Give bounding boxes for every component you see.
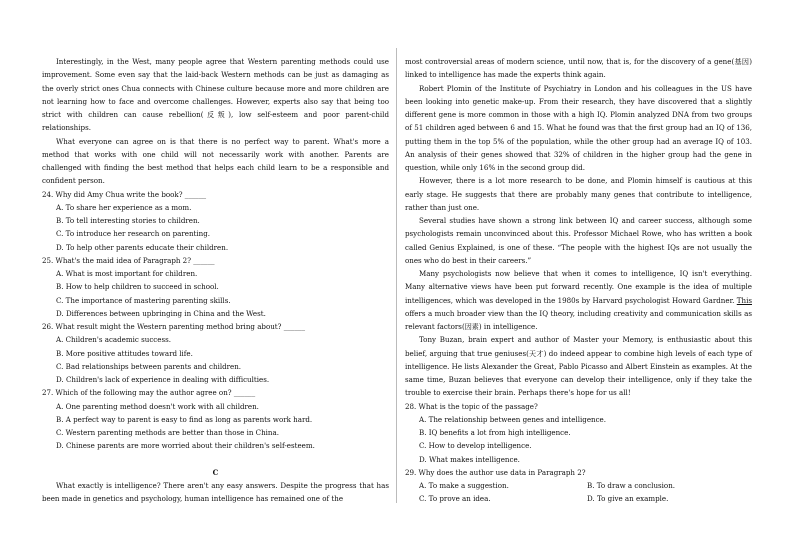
option: C. To prove an idea.	[419, 494, 491, 504]
option: B. A perfect way to parent is easy to find as long as parents work hard.	[56, 414, 313, 424]
right-column	[405, 55, 752, 506]
option: A. Children's academic success.	[56, 335, 171, 345]
option: C. Western parenting methods are better than those in China.	[56, 428, 279, 437]
option: D. To help other parents educate their children.	[56, 242, 229, 252]
option: C. To introduce her research on parenting.	[56, 229, 211, 239]
paragraph: What everyone can agree on is that there is no perfect way to parent. What's more a method that works with one child will not necessarily work with another. Parents are challenged with finding the best method that helps each child learn to be a responsible and confident person.	[42, 136, 389, 186]
option: B. How to help children to succeed in school.	[56, 282, 219, 292]
option: D. Chinese parents are more worried about their children's self-esteem.	[56, 441, 315, 451]
option: C. How to develop intelligence.	[419, 441, 532, 451]
paragraph	[405, 267, 752, 333]
paragraph-text: Many psychologists now believe that when it comes to intelligence, IQ isn't everything. Many alternative views have been put forward recently. One example is the idea of multiple intelligences, which was developed in the 1980s by Harvard psychologist Howard Gardner.	[405, 269, 752, 305]
column-divider	[396, 48, 397, 503]
paragraph: most controversial areas of modern science, until now, that is, for the discovery of a gene(基因) linked to intelligence has made the experts think again.	[405, 57, 752, 80]
option: A. To share her experience as a mom.	[56, 202, 192, 212]
option: B. IQ benefits a lot from high intelligence.	[419, 428, 571, 437]
paragraph: Interestingly, in the West, many people agree that Western parenting methods could use improvement. Some even say that the laid-back Western methods can be just as damaging as the overly strict ones Chua connects with Chinese culture because more and more children are not learning how to face and overcome challenges. However, experts also say that being too strict with children can cause rebellion(反叛), low self-esteem and poor parent-child relationships.	[42, 57, 389, 133]
question-28: 28. What is the topic of the passage?	[405, 401, 538, 411]
option: C. Bad relationships between parents and children.	[56, 361, 242, 371]
option-row	[419, 479, 752, 492]
option: D. To give an example.	[587, 494, 669, 504]
left-column	[42, 55, 389, 505]
option: D. Differences between upbringing in China and the West.	[56, 308, 266, 318]
question-25: 25. What's the maid idea of Paragraph 2? ______	[42, 255, 215, 265]
option: B. More positive attitudes toward life.	[56, 348, 193, 358]
question-29: 29. Why does the author use data in Paragraph 2?	[405, 467, 586, 477]
option: B. To tell interesting stories to children.	[56, 216, 200, 225]
option: D. Children's lack of experience in dealing with difficulties.	[56, 375, 270, 384]
underlined-word: This	[736, 295, 752, 305]
paragraph-text: offers a much broader view than the IQ theory, including creativity and communication skills as relevant factors(因素) in intelligence.	[405, 308, 752, 331]
option: A. One parenting method doesn't work with all children.	[56, 401, 259, 411]
section-title: C	[212, 467, 219, 477]
option: C. The importance of mastering parenting skills.	[56, 295, 231, 305]
question-26: 26. What result might the Western parenting method bring about? ______	[42, 322, 305, 331]
option: A. What is most important for children.	[56, 269, 198, 278]
question-27: 27. Which of the following may the author agree on? ______	[42, 388, 256, 398]
paragraph: Tony Buzan, brain expert and author of Master your Memory, is enthusiastic about this belief, arguing that true geniuses(天才) do indeed appear to combine high levels of each type of intelligence. He lists Alexander the Great, Pablo Picasso and Albert Einstein as examples. At the same time, Buzan believes that everyone can develop their intelligence, only if they take the trouble to exercise their brain. Perhaps there's hope for us all!	[405, 335, 752, 398]
paragraph: Several studies have shown a strong link between IQ and career success, although some psychologists remain unconvinced about this. Professor Michael Rowe, who has written a book called Genius Explained, is one of these. “The people with the highest IQs are not usually the ones who do best in their careers.”	[405, 216, 752, 265]
option: A. The relationship between genes and intelligence.	[419, 414, 607, 424]
option: B. To draw a conclusion.	[587, 481, 676, 490]
option-row	[419, 492, 752, 505]
paragraph: However, there is a lot more research to be done, and Plomin himself is cautious at this early stage. He suggests that there are probably many genes that contribute to intelligence, rather than just one.	[405, 176, 752, 212]
option: A. To make a suggestion.	[419, 481, 509, 490]
option: D. What makes intelligence.	[419, 454, 520, 464]
paragraph: Robert Plomin of the Institute of Psychiatry in London and his colleagues in the US have been looking into genetic make-up. From their research, they have discovered that a slightly different gene is more common in those with a high IQ. Plomin analyzed DNA from two groups of 51 children aged between 6 and 15. What he found was that the first group had an IQ of 136, putting them in the top 5% of the population, while the other group had an average IQ of 103. An analysis of their genes showed that 32% of children in the higher group had the gene in question, while only 16% in the second group did.	[405, 83, 752, 172]
question-24: 24. Why did Amy Chua write the book? ______	[42, 189, 207, 199]
paragraph: What exactly is intelligence? There aren't any easy answers. Despite the progress that has been made in genetics and psychology, human intelligence has remained one of the	[42, 480, 389, 503]
